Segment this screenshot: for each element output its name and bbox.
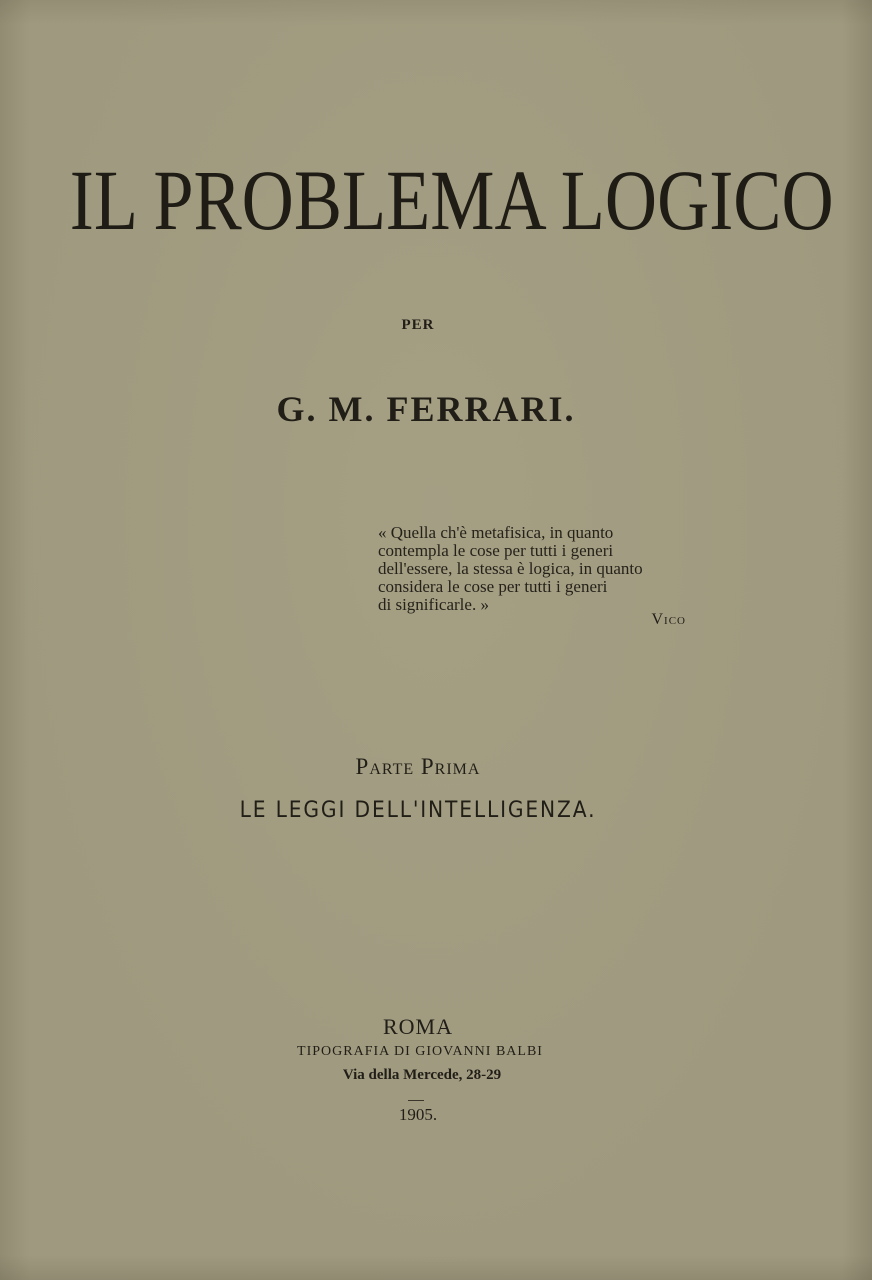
epigraph-line: di significarle. » xyxy=(378,595,489,614)
imprint-address: Via della Mercede, 28-29 xyxy=(342,1067,502,1083)
by-label: PER xyxy=(401,317,435,333)
imprint-printer: TIPOGRAFIA DI GIOVANNI BALBI xyxy=(297,1044,543,1059)
divider xyxy=(408,1100,424,1101)
epigraph-line: contempla le cose per tutti i generi xyxy=(378,541,614,560)
epigraph-line: considera le cose per tutti i generi xyxy=(378,577,608,596)
epigraph xyxy=(378,524,712,614)
epigraph-line: dell'essere, la stessa è logica, in quanto xyxy=(378,559,643,578)
part-label: Parte Prima xyxy=(355,754,481,779)
imprint-year: 1905. xyxy=(398,1105,438,1124)
book-title: IL PROBLEMA LOGICO xyxy=(69,152,834,248)
epigraph-line: « Quella ch'è metafisica, in quanto xyxy=(378,523,614,542)
imprint-city: ROMA xyxy=(382,1014,453,1039)
epigraph-attribution: Vico xyxy=(651,611,686,628)
author-name: G. M. FERRARI. xyxy=(276,389,576,429)
book-subtitle: LE LEGGI DELL'INTELLIGENZA. xyxy=(239,798,597,823)
